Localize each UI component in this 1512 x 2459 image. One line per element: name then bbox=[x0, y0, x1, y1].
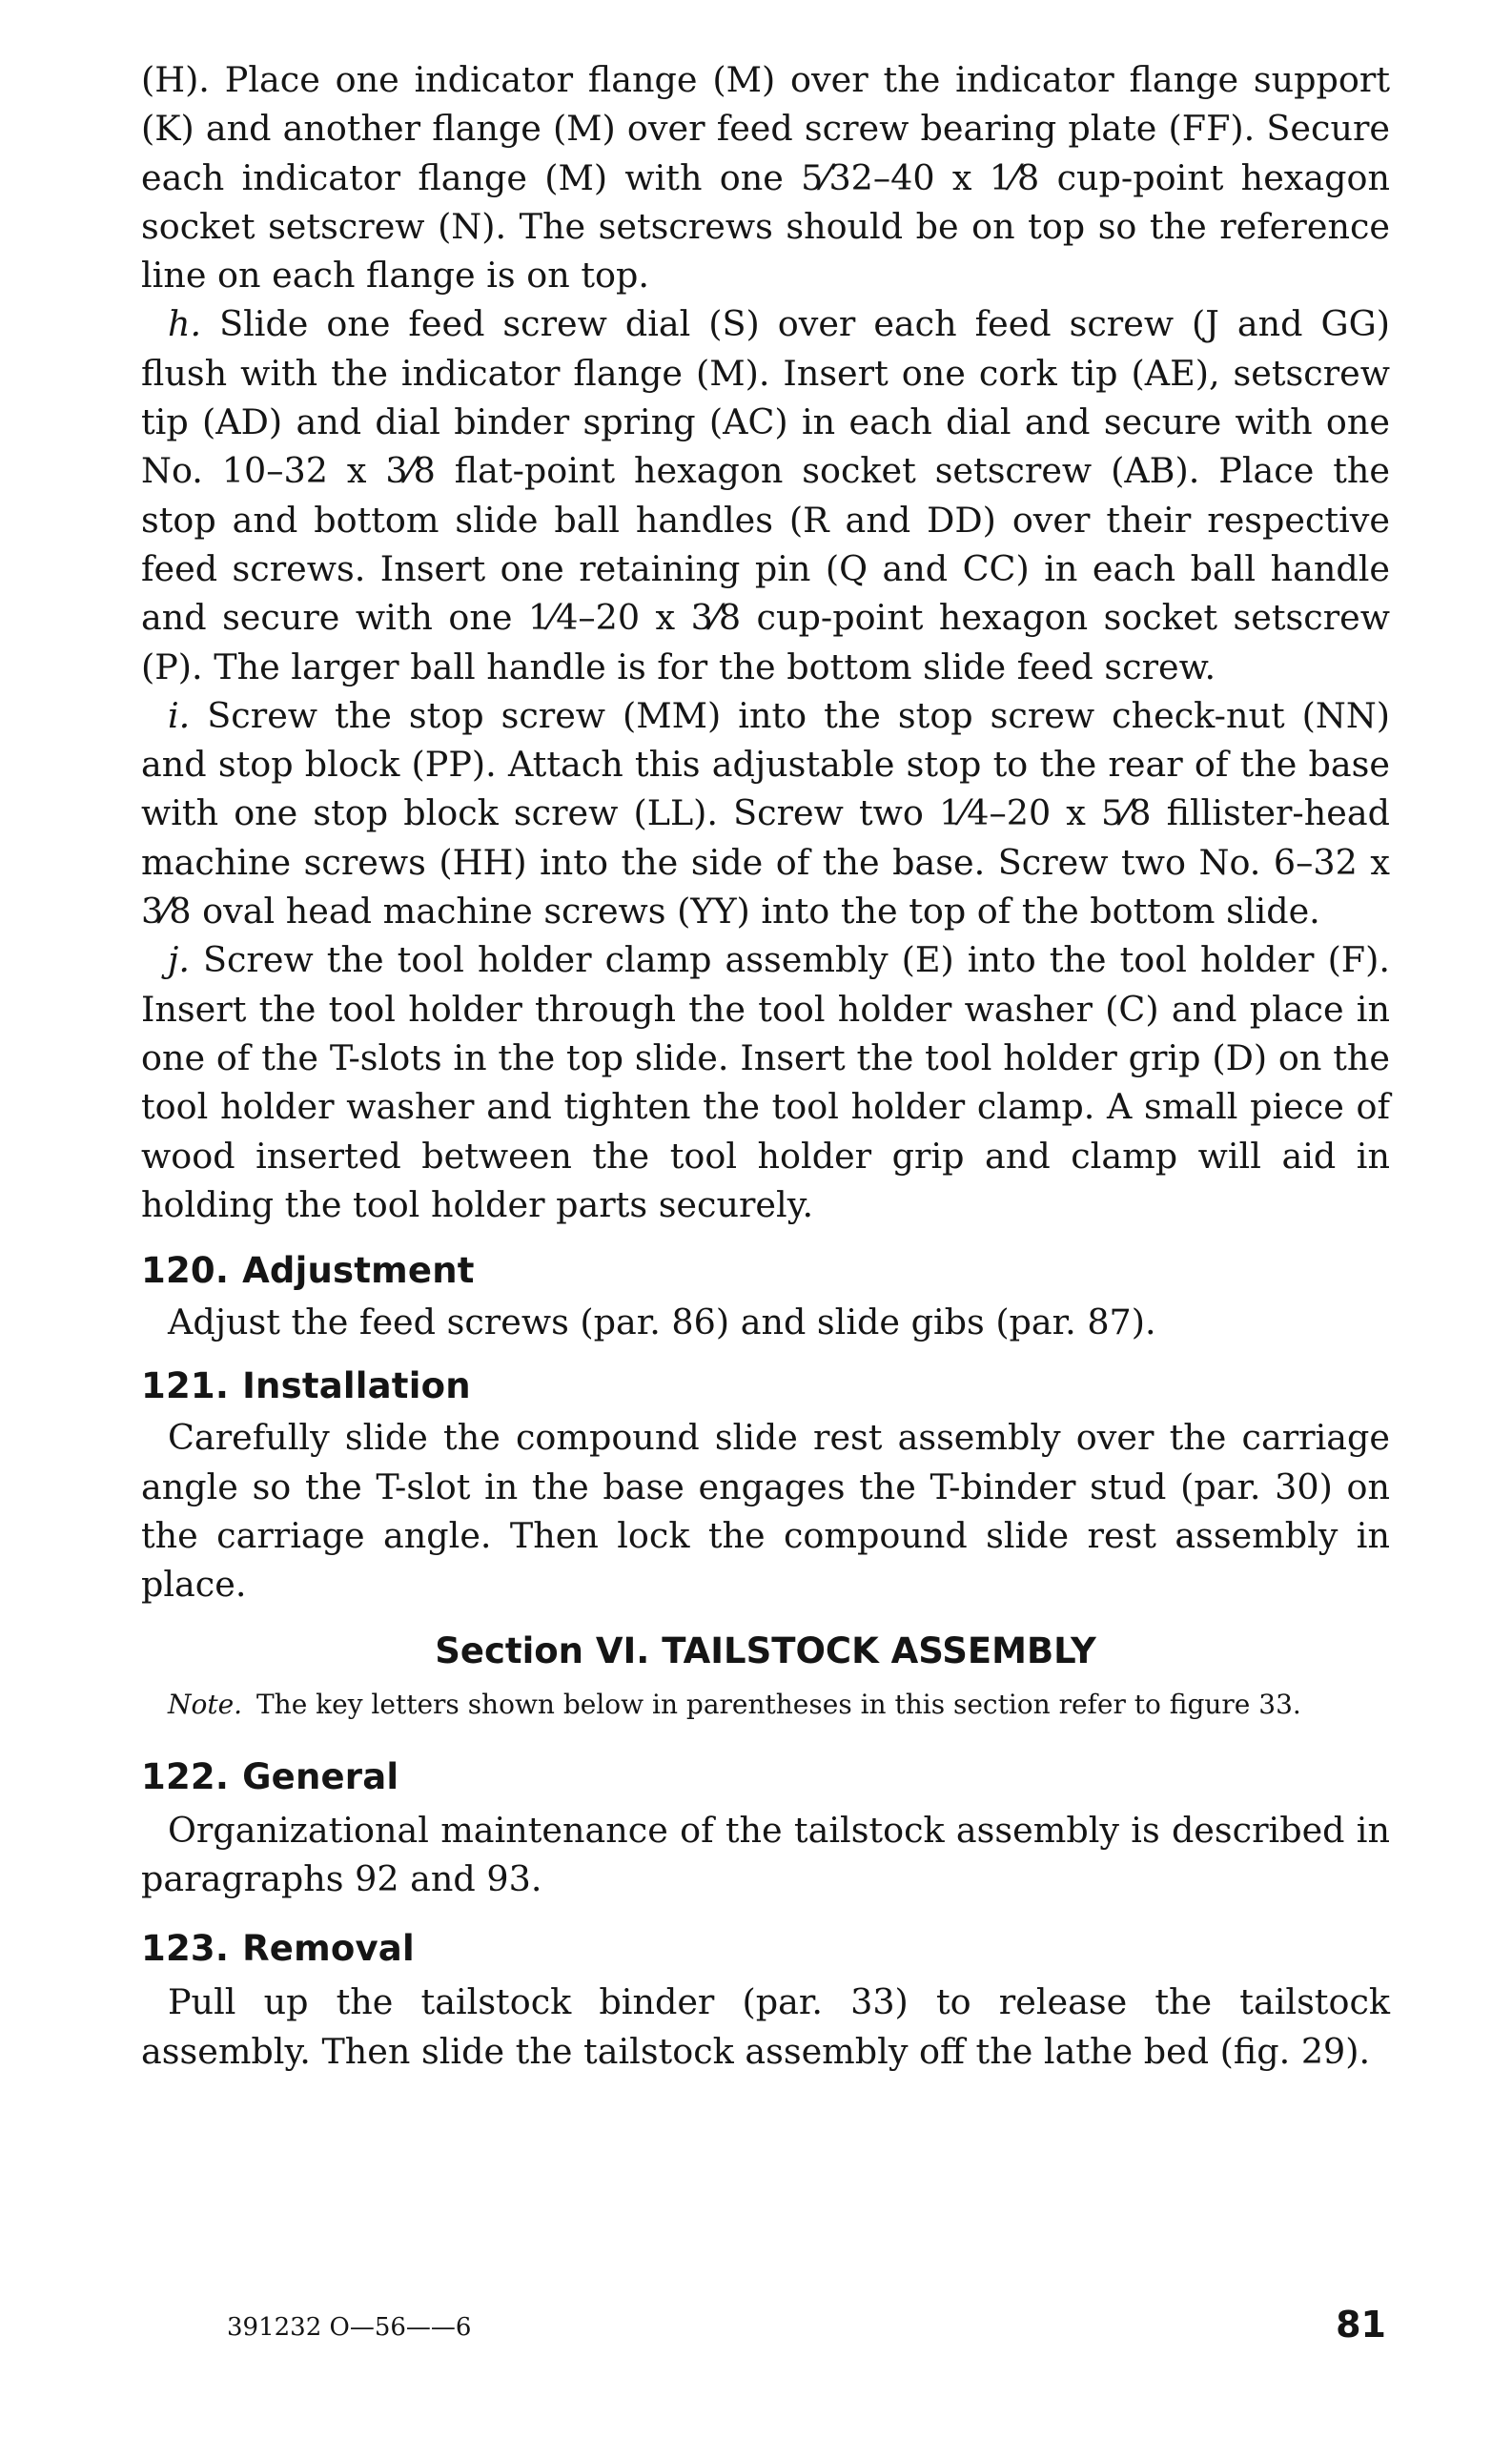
print-code: 391232 O—56——6 bbox=[227, 2313, 472, 2342]
paragraph-j-label: j. bbox=[168, 939, 190, 981]
page-number: 81 bbox=[1336, 2304, 1386, 2346]
paragraph-j bbox=[141, 935, 1390, 1229]
section-heading-120 bbox=[141, 1250, 1390, 1292]
section-heading-123 bbox=[141, 1928, 1390, 1970]
section-122-text: Organizational maintenance of the tailstock assembly is described in paragraphs 92 and 93. bbox=[141, 1809, 1390, 1899]
section-121-text: Carefully slide the compound slide rest assembly over the carriage angle so the T-slot in the base engages the T-binder stud (par. 30) on the carriage angle. Then lock the compound slide rest assembly in place. bbox=[141, 1417, 1390, 1606]
section-number: 120. bbox=[141, 1250, 230, 1292]
section-title: Installation bbox=[242, 1365, 471, 1407]
paragraph-h bbox=[141, 299, 1390, 690]
section-title: Removal bbox=[242, 1928, 415, 1970]
section-120-text: Adjust the feed screws (par. 86) and slide gibs (par. 87). bbox=[168, 1301, 1156, 1343]
section-vi-heading: Section VI. TAILSTOCK ASSEMBLY bbox=[435, 1629, 1096, 1671]
paragraph-j-text: Screw the tool holder clamp assembly (E) into the tool holder (F). Insert the tool holder through the tool holder washer (C) and place in one of the T-slots in the top slide. Insert the tool holder grip (D) on the tool holder washer and tighten the tool holder clamp. A small piece of wood inserted between the tool holder grip and clamp will aid in holding the tool holder parts securely. bbox=[141, 939, 1390, 1225]
note-label: Note. bbox=[168, 1688, 243, 1720]
paragraph-i bbox=[141, 691, 1390, 935]
paragraph-g-continued: (H). Place one indicator flange (M) over the indicator flange support (K) and another flange (M) over feed screw bearing plate (FF). Secure each indicator flange (M) with one 5⁄32–40 x 1⁄8 cup-point hexagon socket setscrew (N). The setscrews should be on top so the reference line on each flange is on top. bbox=[141, 59, 1390, 297]
section-number: 123. bbox=[141, 1928, 230, 1970]
section-123-text: Pull up the tailstock binder (par. 33) to release the tailstock assembly. Then slide the tailstock assembly off the lathe bed (fig. 29). bbox=[141, 1981, 1390, 2072]
page-footer bbox=[141, 2302, 1390, 2349]
paragraph-h-label: h. bbox=[168, 303, 202, 345]
section-vi-note bbox=[141, 1686, 1390, 1724]
paragraph-i-text: Screw the stop screw (MM) into the stop screw check-nut (NN) and stop block (PP). Attach this adjustable stop to the rear of the base with one stop block screw (LL). Screw two 1⁄4–20 x 5⁄8 fillister-head machine screws (HH) into the side of the base. Screw two No. 6–32 x 3⁄8 oval head machine screws (YY) into the top of the bottom slide. bbox=[141, 694, 1390, 932]
section-title: General bbox=[242, 1755, 399, 1797]
document-page bbox=[141, 55, 1390, 2076]
section-number: 121. bbox=[141, 1365, 230, 1407]
section-number: 122. bbox=[141, 1755, 230, 1797]
note-text: The key letters shown below in parentheses in this section refer to figure 33. bbox=[256, 1688, 1301, 1720]
section-heading-121 bbox=[141, 1365, 1390, 1407]
paragraph-i-label: i. bbox=[168, 694, 191, 736]
section-heading-122 bbox=[141, 1756, 1390, 1798]
section-title: Adjustment bbox=[242, 1250, 475, 1292]
paragraph-h-text: Slide one feed screw dial (S) over each feed screw (J and GG) flush with the indicator flange (M). Insert one cork tip (AE), setscrew tip (AD) and dial binder spring (AC) in each dial and secure with one No. 10–32 x 3⁄8 flat-point hexagon socket setscrew (AB). Place the stop and bottom slide ball handles (R and DD) over their respective feed screws. Insert one retaining pin (Q and CC) in each ball handle and secure with one 1⁄4–20 x 3⁄8 cup-point hexagon socket setscrew (P). The larger ball handle is for the bottom slide feed screw. bbox=[141, 303, 1391, 687]
